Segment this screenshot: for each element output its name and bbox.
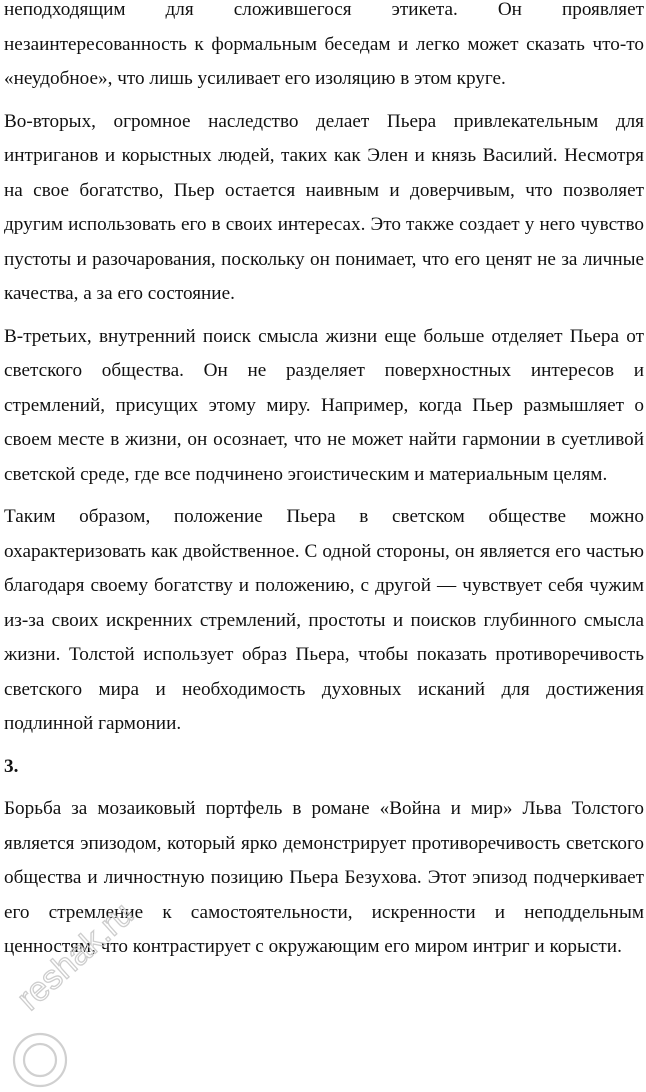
paragraph-etiquette: неподходящим для сложившегося этикета. Он проявляет незаинтересованность к формальным беседам и легко может сказать что-то «неудобное», что лишь усиливает его изоляцию в этом круге. [4, 0, 644, 89]
paragraph-inheritance: Во-вторых, огромное наследство делает Пьера привлекательным для интриганов и корыстных людей, таких как Элен и князь Василий. Несмотря на свое богатство, Пьер остается наивным и доверчивым, что позволяет другим использовать его в своих интересах. Это также создает у него чувство пустоты и разочарования, поскольку он понимает, что его ценят не за личные качества, а за его состояние. [4, 110, 644, 304]
section-number: 3. [4, 755, 19, 777]
paragraph-meaning-of-life: В-третьих, внутренний поиск смысла жизни еще больше отделяет Пьера от светского общества. Он не разделяет поверхностных интересов и стремлений, присущих этому миру. Например, когда Пьер размышляет о своем месте в жизни, он осознает, что не может найти гармонии в суетливой светской среде, где все подчинено эгоистическим и материальным целям. [4, 325, 644, 485]
watermark-text: reshak.ru [9, 894, 141, 1018]
paragraph-conclusion: Таким образом, положение Пьера в светском обществе можно охарактеризовать как двойственное. С одной стороны, он является его частью благодаря своему богатству и положению, с другой — чувствует себя чужим из-за своих искренних стремлений, простоты и поисков глубинного смысла жизни. Толстой использует образ Пьера, чтобы показать противоречивость светского мира и необходимость духовных исканий для достижения подлинной гармонии. [4, 506, 644, 734]
paragraph-mosaic-portfolio: Борьба за мозаиковый портфель в романе «Война и мир» Льва Толстого является эпизодом, который ярко демонстрирует противоречивость светского общества и личностную позицию Пьера Безухова. Этот эпизод подчеркивает его стремление к самостоятельности, искренности и неподдельным ценностям, что контрастирует с окружающим его миром интриг и корысти. [4, 798, 644, 957]
